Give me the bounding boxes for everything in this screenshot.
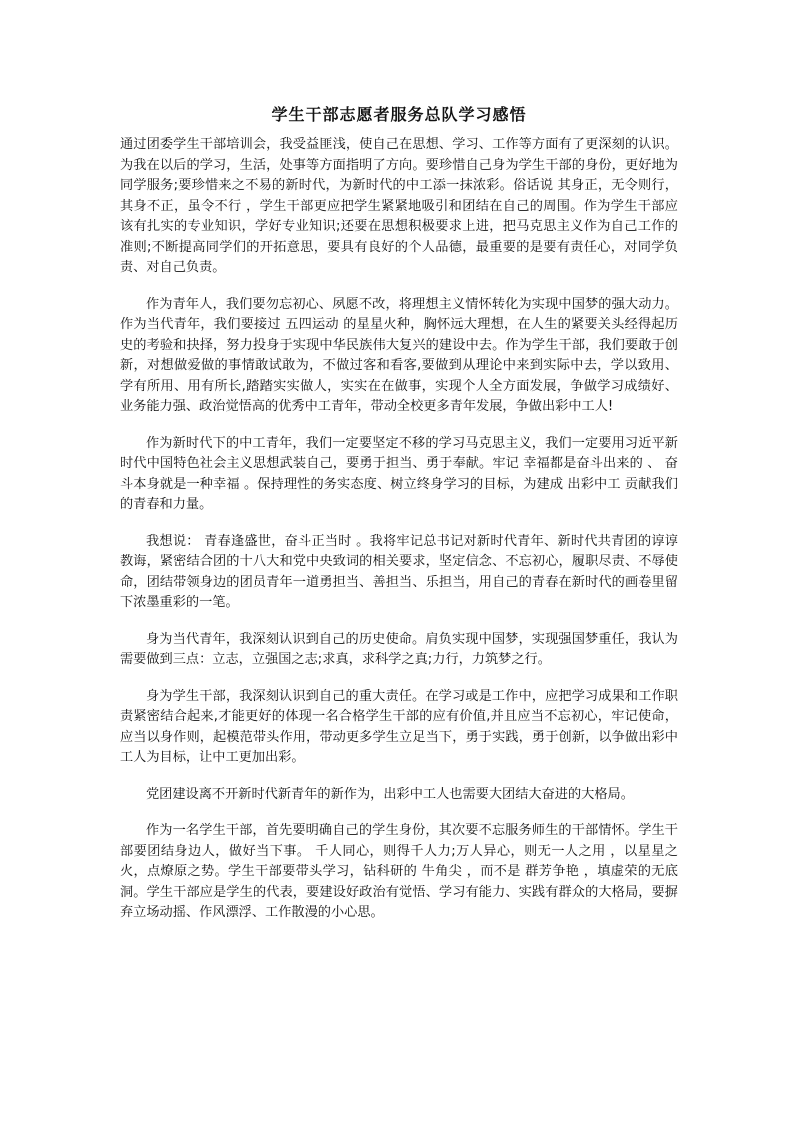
paragraph-7: 党团建设离不开新时代新青年的新作为，出彩中工人也需要大团结大奋进的大格局。	[146, 786, 634, 802]
paragraph-8: 作为一名学生干部，首先要明确自己的学生身份，其次要不忘服务师生的干部情怀。学生干部要团结身边人，做好当下事。 千人同心，则得千人力;万人异心，则无一人之用 ，以星星之火，点燎原之势。学生干部要带头学习，钻科研的 牛角尖 ，而不是 群芳争艳 ，填虚荣的无底洞。学生干部应是学生的代表，要建设好政治有觉悟、学习有能力、实践有群众的大格局，要摒弃立场动摇、作风漂浮、工作散漫的小心思。	[120, 823, 678, 920]
document-title: 学生干部志愿者服务总队学习感悟	[271, 105, 527, 124]
paragraph-4: 我想说： 青春逢盛世，奋斗正当时 。我将牢记总书记对新时代青年、新时代共青团的谆谆教诲，紧密结合团的十八大和党中央致词的相关要求，坚定信念、不忘初心，履职尽责、不辱使命，团结带领身边的团员青年一道勇担当、善担当、乐担当，用自己的青春在新时代的画卷里留下浓墨重彩的一笔。	[120, 533, 678, 610]
paragraph-6: 身为学生干部，我深刻认识到自己的重大责任。在学习或是工作中，应把学习成果和工作职责紧密结合起来,才能更好的体现一名合格学生干部的应有价值,并且应当不忘初心，牢记使命，应当以身作则，起模范带头作用，带动更多学生立足当下，勇于实践，勇于创新，以争做出彩中工人为目标，让中工更加出彩。	[120, 688, 678, 765]
paragraph-3: 作为新时代下的中工青年，我们一定要坚定不移的学习马克思主义，我们一定要用习近平新时代中国特色社会主义思想武装自己，要勇于担当、勇于奉献。牢记 幸福都是奋斗出来的 、 奋斗本身就是一种幸福 。保持理性的务实态度、树立终身学习的目标，为建成 出彩中工 贡献我们的青春和力量。	[120, 435, 678, 512]
paragraph-5: 身为当代青年，我深刻认识到自己的历史使命。肩负实现中国梦，实现强国梦重任，我认为需要做到三点：立志，立强国之志;求真，求科学之真;力行，力筑梦之行。	[120, 631, 678, 667]
paragraph-2: 作为青年人，我们要勿忘初心、夙愿不改，将理想主义情怀转化为实现中国梦的强大动力。作为当代青年，我们要接过 五四运动 的星星火种，胸怀远大理想，在人生的紧要关头经得起历史的考验和抉择，努力投身于实现中华民族伟大复兴的建设中去。作为学生干部，我们要敢于创新，对想做爱做的事情敢试敢为，不做过客和看客,要做到从理论中来到实际中去，学以致用、学有所用、用有所长,踏踏实实做人，实实在在做事，实现个人全方面发展，争做学习成绩好、业务能力强、政治觉悟高的优秀中工青年，带动全校更多青年发展，争做出彩中工人!	[120, 296, 678, 414]
paragraph-1: 通过团委学生干部培训会，我受益匪浅，使自己在思想、学习、工作等方面有了更深刻的认识。为我在以后的学习，生活，处事等方面指明了方向。要珍惜自己身为学生干部的身份，更好地为同学服务;要珍惜来之不易的新时代，为新时代的中工添一抹浓彩。俗话说 其身正，无令则行，其身不正，虽令不行 ，学生干部更应把学生紧紧地吸引和团结在自己的周围。作为学生干部应该有扎实的专业知识，学好专业知识;还要在思想积极要求上进，把马克思主义作为自己工作的准则;不断提高同学们的开拓意思，要具有良好的个人品德，最重要的是要有责任心，对同学负责、对自己负责。	[120, 137, 678, 275]
document-page	[120, 104, 678, 940]
